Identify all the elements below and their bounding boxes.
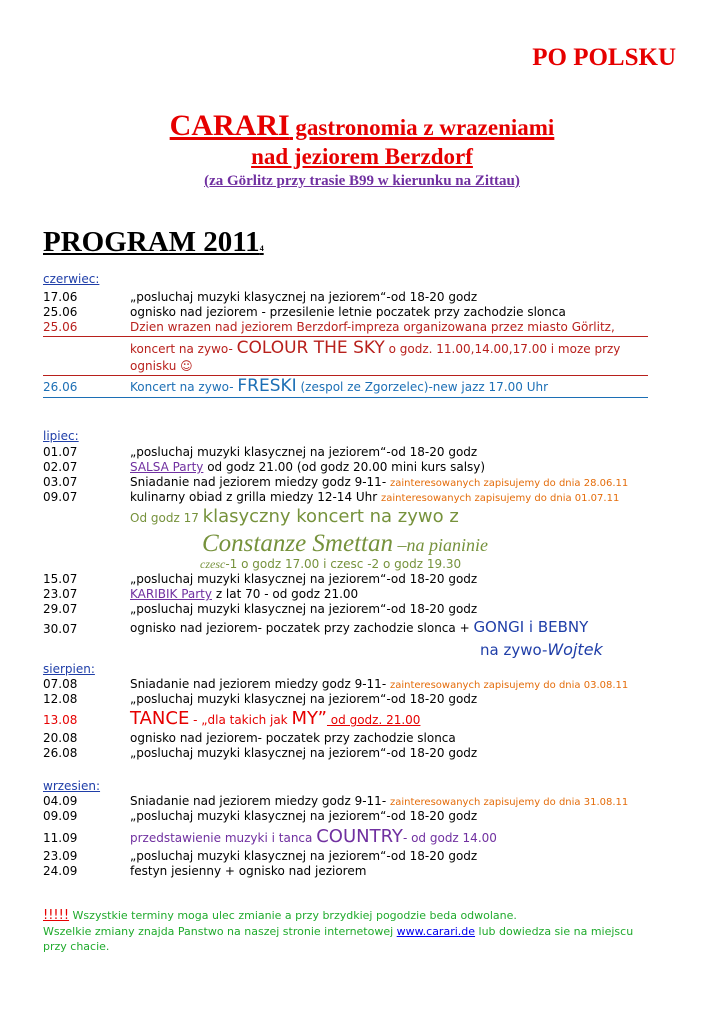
brand-location-title: nad jeziorem Berzdorf bbox=[251, 144, 473, 169]
event-date: 29.07 bbox=[43, 602, 78, 616]
program-title bbox=[43, 226, 264, 259]
month-label-wrzesien: wrzesien: bbox=[43, 779, 101, 793]
event-text-cont: ognisku ☺ bbox=[130, 359, 193, 373]
performer-name bbox=[202, 530, 488, 558]
event-text bbox=[130, 587, 358, 601]
event-date: 13.08 bbox=[43, 713, 78, 727]
footer-notice: przy chacie. bbox=[43, 940, 110, 953]
event-text: „posluchaj muzyki klasycznej na jeziorem“-od 18-20 godz bbox=[130, 572, 478, 586]
brand-title bbox=[0, 108, 724, 146]
event-date: 26.06 bbox=[43, 380, 78, 394]
footer-text: Wszystkie terminy moga ulec zmianie a przy brzydkiej pogodzie beda odwolane. bbox=[69, 909, 517, 922]
event-text-part: ognisko nad jeziorem- poczatek przy zachodzie slonca + bbox=[130, 621, 474, 635]
event-text-part: o godz. 11.00,14.00,17.00 i moze przy bbox=[384, 342, 621, 356]
event-date: 30.07 bbox=[43, 622, 78, 636]
month-label-sierpien: sierpien: bbox=[43, 662, 95, 676]
event-text-cont bbox=[200, 557, 461, 572]
event-title: COUNTRY bbox=[316, 826, 403, 847]
month-label-lipiec: lipiec: bbox=[43, 429, 79, 443]
event-text-part: Sniadanie nad jeziorem miedzy godz 9-11- bbox=[130, 794, 390, 808]
brand-directions: (za Görlitz przy trasie B99 w kierunku na Zittau) bbox=[204, 173, 520, 189]
band-name: FRESKI bbox=[237, 376, 297, 396]
event-text-part: Sniadanie nad jeziorem miedzy godz 9-11- bbox=[130, 475, 390, 489]
event-text: „posluchaj muzyki klasycznej na jeziorem“-od 18-20 godz bbox=[130, 849, 478, 863]
event-text: Dzien wrazen nad jeziorem Berzdorf-impreza organizowana przez miasto Görlitz, bbox=[130, 320, 615, 334]
event-text-part: na zywo- bbox=[480, 641, 548, 659]
event-text bbox=[130, 618, 588, 636]
language-label: PO POLSKU bbox=[532, 44, 676, 71]
event-text: „posluchaj muzyki klasycznej na jeziorem“-od 18-20 godz bbox=[130, 290, 478, 304]
event-text-part: od godz 21.00 (od godz 20.00 mini kurs salsy) bbox=[203, 460, 486, 474]
party-name: KARIBIK Party bbox=[130, 587, 212, 601]
event-text: ognisko nad jeziorem- poczatek przy zachodzie slonca bbox=[130, 731, 456, 745]
event-text-part: - od godz 14.00 bbox=[402, 831, 497, 845]
event-date: 12.08 bbox=[43, 692, 78, 706]
event-date: 25.06 bbox=[43, 305, 78, 319]
event-title: MY” bbox=[291, 708, 327, 729]
performer-instrument: –na pianinie bbox=[392, 535, 488, 555]
event-date: 09.07 bbox=[43, 490, 78, 504]
event-date: 09.09 bbox=[43, 809, 78, 823]
event-text-part: Sniadanie nad jeziorem miedzy godz 9-11- bbox=[130, 677, 390, 691]
event-text-part: kulinarny obiad z grilla miedzy 12-14 Uhr bbox=[130, 490, 382, 504]
divider-line bbox=[43, 397, 648, 398]
event-text: „posluchaj muzyki klasycznej na jeziorem“-od 18-20 godz bbox=[130, 602, 478, 616]
event-text-part: - „dla takich jak bbox=[189, 713, 292, 727]
event-date: 23.09 bbox=[43, 849, 78, 863]
website-link[interactable]: www.carari.de bbox=[396, 925, 476, 938]
performer-name: Wojtek bbox=[547, 640, 603, 659]
event-date: 17.06 bbox=[43, 290, 78, 304]
event-title: TANCE bbox=[130, 708, 190, 729]
band-name: GONGI i BEBNY bbox=[473, 618, 589, 636]
event-text: „posluchaj muzyki klasycznej na jeziorem“-od 18-20 godz bbox=[130, 692, 478, 706]
event-text-part: Od godz 17 bbox=[130, 511, 203, 525]
event-text bbox=[130, 826, 497, 847]
event-date: 24.09 bbox=[43, 864, 78, 878]
signup-note: zainteresowanych zapisujemy do dnia 01.07.11 bbox=[381, 493, 620, 504]
warning-exclaim: !!!!! bbox=[43, 908, 70, 923]
event-text bbox=[130, 490, 619, 504]
event-time: od godz. 21.00 bbox=[326, 713, 421, 727]
event-date: 01.07 bbox=[43, 445, 78, 459]
program-title-sub: 4 bbox=[259, 244, 264, 253]
event-text-cont bbox=[130, 506, 459, 527]
performer-name-text: Constanze Smettan bbox=[202, 530, 393, 557]
event-date: 20.08 bbox=[43, 731, 78, 745]
signup-note: zainteresowanych zapisujemy do dnia 03.08.11 bbox=[389, 680, 629, 691]
event-text bbox=[130, 708, 420, 729]
party-name: SALSA Party bbox=[130, 460, 204, 474]
event-date: 15.07 bbox=[43, 572, 78, 586]
event-text: festyn jesienny + ognisko nad jeziorem bbox=[130, 864, 367, 878]
event-text: „posluchaj muzyki klasycznej na jeziorem“-od 18-20 godz bbox=[130, 809, 478, 823]
concert-title: klasyczny koncert na zywo z bbox=[202, 506, 459, 527]
event-text-part: czesc bbox=[200, 557, 226, 571]
event-text-cont bbox=[480, 640, 603, 659]
event-text-part: z lat 70 - od godz 21.00 bbox=[212, 587, 359, 601]
band-name: COLOUR THE SKY bbox=[236, 338, 385, 358]
footer-notice bbox=[43, 908, 517, 923]
event-date: 26.08 bbox=[43, 746, 78, 760]
event-text-part: koncert na zywo- bbox=[130, 342, 237, 356]
event-text bbox=[130, 460, 485, 474]
footer-text: lub dowiedza sie na miejscu bbox=[475, 925, 634, 938]
event-text-part: przedstawienie muzyki i tanca bbox=[130, 831, 317, 845]
event-text bbox=[130, 475, 628, 489]
event-text: ognisko nad jeziorem - przesilenie letnie poczatek przy zachodzie slonca bbox=[130, 305, 566, 319]
divider-line bbox=[43, 336, 648, 337]
footer-text: Wszelkie zmiany znajda Panstwo na naszej stronie internetowej bbox=[43, 925, 397, 938]
event-date: 23.07 bbox=[43, 587, 78, 601]
signup-note: zainteresowanych zapisujemy do dnia 31.08.11 bbox=[389, 797, 629, 808]
event-text bbox=[130, 677, 628, 691]
event-text-cont bbox=[130, 338, 620, 358]
event-text bbox=[130, 794, 628, 808]
event-date: 03.07 bbox=[43, 475, 78, 489]
event-date: 25.06 bbox=[43, 320, 78, 334]
event-text-part: Koncert na zywo- bbox=[130, 380, 238, 394]
brand-tagline: gastronomia z wrazeniami bbox=[289, 115, 555, 140]
event-text: „posluchaj muzyki klasycznej na jeziorem“-od 18-20 godz bbox=[130, 445, 478, 459]
event-date: 02.07 bbox=[43, 460, 78, 474]
event-date: 04.09 bbox=[43, 794, 78, 808]
brand-name: CARARI bbox=[169, 109, 290, 142]
event-date: 07.08 bbox=[43, 677, 78, 691]
event-text: „posluchaj muzyki klasycznej na jeziorem“-od 18-20 godz bbox=[130, 746, 478, 760]
month-label-czerwiec: czerwiec: bbox=[43, 272, 100, 286]
signup-note: zainteresowanych zapisujemy do dnia 28.06.11 bbox=[389, 478, 629, 489]
program-title-text: PROGRAM 2011 bbox=[43, 226, 260, 258]
event-text bbox=[130, 376, 548, 396]
event-text-part: (zespol ze Zgorzelec)-new jazz 17.00 Uhr bbox=[296, 380, 549, 394]
footer-notice bbox=[43, 925, 633, 938]
event-date: 11.09 bbox=[43, 831, 78, 845]
event-text-part: -1 o godz 17.00 i czesc -2 o godz 19.30 bbox=[225, 557, 462, 571]
